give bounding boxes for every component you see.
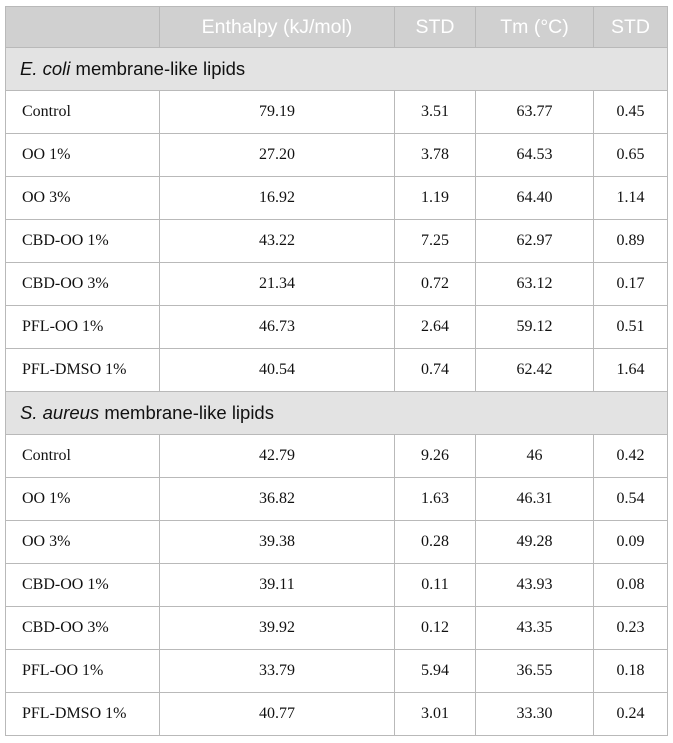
cell-label: OO 1% bbox=[6, 478, 160, 521]
cell-label: PFL-DMSO 1% bbox=[6, 349, 160, 392]
cell-std-tm: 1.64 bbox=[594, 349, 668, 392]
cell-tm: 43.35 bbox=[476, 607, 594, 650]
table-row bbox=[6, 177, 668, 220]
cell-label: OO 3% bbox=[6, 177, 160, 220]
cell-enthalpy: 40.77 bbox=[160, 693, 395, 736]
cell-tm: 64.53 bbox=[476, 134, 594, 177]
cell-std: 0.74 bbox=[395, 349, 476, 392]
cell-std: 3.78 bbox=[395, 134, 476, 177]
cell-enthalpy: 16.92 bbox=[160, 177, 395, 220]
results-table bbox=[5, 6, 668, 736]
group-title-suffix: membrane-like lipids bbox=[70, 58, 246, 79]
cell-label: CBD-OO 1% bbox=[6, 220, 160, 263]
cell-std: 7.25 bbox=[395, 220, 476, 263]
cell-tm: 33.30 bbox=[476, 693, 594, 736]
group-title bbox=[6, 48, 668, 91]
cell-label: CBD-OO 3% bbox=[6, 607, 160, 650]
cell-tm: 64.40 bbox=[476, 177, 594, 220]
cell-std: 0.28 bbox=[395, 521, 476, 564]
table-row bbox=[6, 306, 668, 349]
cell-std-tm: 0.45 bbox=[594, 91, 668, 134]
cell-std: 2.64 bbox=[395, 306, 476, 349]
table-header bbox=[6, 7, 668, 48]
table-row bbox=[6, 478, 668, 521]
cell-std-tm: 0.54 bbox=[594, 478, 668, 521]
cell-tm: 63.77 bbox=[476, 91, 594, 134]
cell-enthalpy: 36.82 bbox=[160, 478, 395, 521]
cell-enthalpy: 40.54 bbox=[160, 349, 395, 392]
cell-enthalpy: 79.19 bbox=[160, 91, 395, 134]
group-title-organism: S. aureus bbox=[20, 402, 100, 423]
cell-label: CBD-OO 3% bbox=[6, 263, 160, 306]
cell-std-tm: 0.51 bbox=[594, 306, 668, 349]
cell-std-tm: 0.18 bbox=[594, 650, 668, 693]
group-title-suffix: membrane-like lipids bbox=[99, 402, 274, 423]
cell-label: OO 1% bbox=[6, 134, 160, 177]
cell-std: 1.63 bbox=[395, 478, 476, 521]
table-row bbox=[6, 220, 668, 263]
cell-tm: 46 bbox=[476, 435, 594, 478]
cell-enthalpy: 27.20 bbox=[160, 134, 395, 177]
cell-label: PFL-OO 1% bbox=[6, 306, 160, 349]
table-row bbox=[6, 349, 668, 392]
cell-tm: 43.93 bbox=[476, 564, 594, 607]
cell-label: Control bbox=[6, 435, 160, 478]
cell-std-tm: 0.23 bbox=[594, 607, 668, 650]
cell-enthalpy: 43.22 bbox=[160, 220, 395, 263]
cell-tm: 62.42 bbox=[476, 349, 594, 392]
table-row bbox=[6, 91, 668, 134]
cell-enthalpy: 21.34 bbox=[160, 263, 395, 306]
cell-tm: 49.28 bbox=[476, 521, 594, 564]
cell-enthalpy: 39.92 bbox=[160, 607, 395, 650]
cell-enthalpy: 39.38 bbox=[160, 521, 395, 564]
cell-std: 5.94 bbox=[395, 650, 476, 693]
cell-tm: 46.31 bbox=[476, 478, 594, 521]
cell-std: 1.19 bbox=[395, 177, 476, 220]
header-cell-tm: Tm (°C) bbox=[476, 7, 594, 48]
cell-tm: 62.97 bbox=[476, 220, 594, 263]
table-row bbox=[6, 435, 668, 478]
cell-label: OO 3% bbox=[6, 521, 160, 564]
cell-std: 9.26 bbox=[395, 435, 476, 478]
cell-enthalpy: 42.79 bbox=[160, 435, 395, 478]
cell-std-tm: 0.42 bbox=[594, 435, 668, 478]
group-header-row bbox=[6, 48, 668, 91]
cell-std: 3.51 bbox=[395, 91, 476, 134]
table-row bbox=[6, 134, 668, 177]
cell-std-tm: 0.09 bbox=[594, 521, 668, 564]
cell-enthalpy: 39.11 bbox=[160, 564, 395, 607]
cell-label: CBD-OO 1% bbox=[6, 564, 160, 607]
cell-std-tm: 1.14 bbox=[594, 177, 668, 220]
cell-enthalpy: 33.79 bbox=[160, 650, 395, 693]
header-cell-enthalpy: Enthalpy (kJ/mol) bbox=[160, 7, 395, 48]
cell-std-tm: 0.24 bbox=[594, 693, 668, 736]
table-body bbox=[6, 48, 668, 736]
cell-std: 3.01 bbox=[395, 693, 476, 736]
table-row bbox=[6, 693, 668, 736]
header-cell-std: STD bbox=[395, 7, 476, 48]
cell-std: 0.12 bbox=[395, 607, 476, 650]
header-row bbox=[6, 7, 668, 48]
table-container bbox=[5, 6, 667, 736]
cell-tm: 59.12 bbox=[476, 306, 594, 349]
group-title-organism: E. coli bbox=[20, 58, 71, 79]
cell-std-tm: 0.08 bbox=[594, 564, 668, 607]
group-title bbox=[6, 392, 668, 435]
cell-enthalpy: 46.73 bbox=[160, 306, 395, 349]
cell-tm: 63.12 bbox=[476, 263, 594, 306]
table-row bbox=[6, 521, 668, 564]
header-cell-std-tm: STD bbox=[594, 7, 668, 48]
cell-tm: 36.55 bbox=[476, 650, 594, 693]
table-row bbox=[6, 263, 668, 306]
cell-std: 0.72 bbox=[395, 263, 476, 306]
header-cell-blank bbox=[6, 7, 160, 48]
cell-label: Control bbox=[6, 91, 160, 134]
cell-label: PFL-OO 1% bbox=[6, 650, 160, 693]
cell-std-tm: 0.89 bbox=[594, 220, 668, 263]
cell-std: 0.11 bbox=[395, 564, 476, 607]
table-row bbox=[6, 564, 668, 607]
table-row bbox=[6, 650, 668, 693]
table-row bbox=[6, 607, 668, 650]
cell-label: PFL-DMSO 1% bbox=[6, 693, 160, 736]
cell-std-tm: 0.17 bbox=[594, 263, 668, 306]
group-header-row bbox=[6, 392, 668, 435]
cell-std-tm: 0.65 bbox=[594, 134, 668, 177]
